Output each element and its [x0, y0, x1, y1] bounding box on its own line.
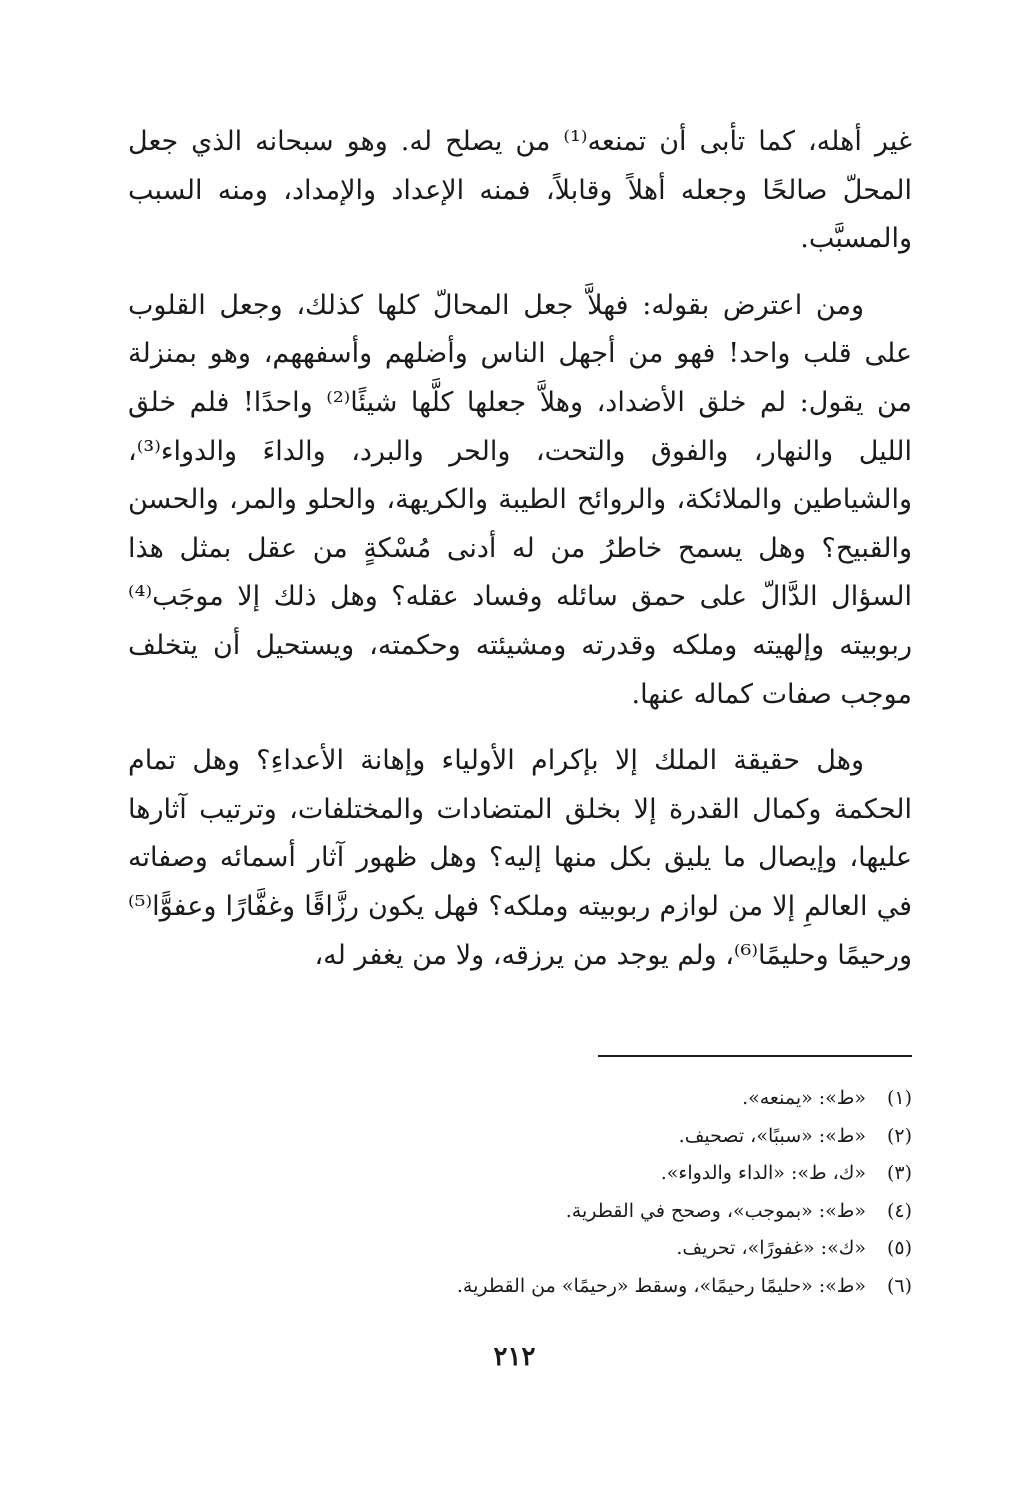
- footnote-number: (١): [886, 1087, 912, 1109]
- paragraph-2: ومن اعترض بقوله: فهلاَّ جعل المحالّ كلها كذلك، وجعل القلوب على قلب واحد! فهو من أجهل الناس وأضلهم وأسفههم، وهو بمنزلة من يقول: لم خلق الأضداد، وهلاَّ جعلها كلَّها شيئًا⁽²⁾ واحدًا! فلم خلق الليل والنهار، والفوق والتحت، والحر والبرد، والداءَ والدواء⁽³⁾، والشياطين والملائكة، والروائح الطيبة والكريهة، والحلو والمر، والحسن والقبيح؟ وهل يسمح خاطرُ من له أدنى مُسْكةٍ من عقل بمثل هذا السؤال الدَّالّ على حمق سائله وفساد عقله؟ وهل ذلك إلا موجَب⁽⁴⁾ ربوبيته وإلهيته وملكه وقدرته ومشيئته وحكمته، ويستحيل أن يتخلف موجب صفات كماله عنها.: [128, 289, 912, 710]
- footnote-text: «ط»: «يمنعه».: [742, 1087, 866, 1109]
- footnote-text: «ط»: «حليمًا رحيمًا»، وسقط «رحيمًا» من القطرية.: [456, 1274, 866, 1297]
- paragraph-1: غير أهله، كما تأبى أن تمنعه⁽¹⁾ من يصلح له. وهو سبحانه الذي جعل المحلّ صالحًا وجعله أهلاً وقابلاً، فمنه الإعداد والإمداد، ومنه السبب والمسبَّب.: [128, 126, 912, 255]
- footnote-number: (٦): [886, 1274, 912, 1297]
- footnote-6: [212, 1268, 912, 1306]
- paragraph-3: وهل حقيقة الملك إلا بإكرام الأولياء وإهانة الأعداءِ؟ وهل تمام الحكمة وكمال القدرة إلا بخلق المتضادات والمختلفات، وترتيب آثارها عليها، وإيصال ما يليق بكل منها إليه؟ وهل ظهور آثار أسمائه وصفاته في العالمِ إلا من لوازم ربوبيته وملكه؟ فهل يكون رزَّاقًا وغفَّارًا وعفوًّا⁽⁵⁾ ورحيمًا وحليمًا⁽⁶⁾، ولم يوجد من يرزقه، ولا من يغفر له،: [128, 745, 912, 971]
- page-number: ٢١٢: [493, 1342, 536, 1372]
- footnote-text: «ط»: «سببًا»، تصحيف.: [678, 1124, 866, 1147]
- footnotes: [212, 1080, 912, 1305]
- footnote-text: «ك»: «غفورًا»، تحريف.: [676, 1237, 866, 1259]
- footnote-text: «ط»: «بموجب»، وصحح في القطرية.: [565, 1199, 866, 1222]
- footnote-number: (٢): [886, 1124, 912, 1147]
- footnote-4: [212, 1193, 912, 1231]
- footnote-number: (٤): [886, 1199, 912, 1222]
- main-text: [128, 118, 912, 998]
- footnote-separator: [598, 1055, 912, 1057]
- footnote-2: [212, 1118, 912, 1156]
- footnote-number: (٣): [886, 1162, 912, 1184]
- footnote-1: [212, 1080, 912, 1118]
- footnote-5: [212, 1230, 912, 1268]
- footnote-3: [212, 1155, 912, 1193]
- footnote-number: (٥): [886, 1237, 912, 1259]
- footnote-text: «ك، ط»: «الداء والدواء».: [660, 1162, 866, 1184]
